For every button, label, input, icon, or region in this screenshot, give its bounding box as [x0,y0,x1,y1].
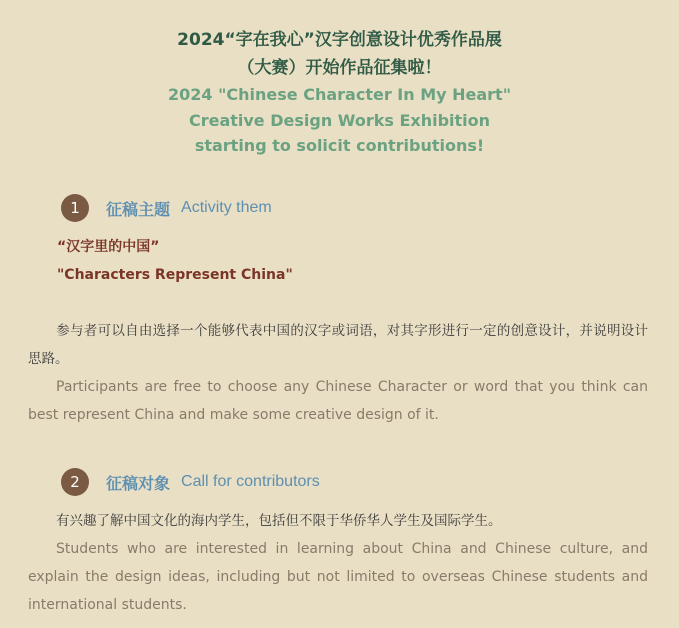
section-2-body-zh-text: 有兴趣了解中国文化的海内学生，包括但不限于华侨华人学生及国际学生。 [56,513,502,529]
section-1-body-zh-text: 参与者可以自由选择一个能够代表中国的汉字或词语，对其字形进行一定的创意设计，并说明设计思路。 [28,323,648,367]
title-en-line2: Creative Design Works Exhibition [188,110,491,130]
section-2-body-en-text: Students who are interested in learning about China and Chinese culture, and explain the design ideas, including but not limited to overseas Chinese students and international students. [28,541,648,613]
section-1-body-en [28,373,648,429]
section-1-body-en-text: Participants are free to choose any Chinese Character or word that you think can best represent China and make some creative design of it. [28,379,648,423]
section-1-theme [57,233,293,289]
section-2-heading-en: Call for contributors [181,473,320,490]
title-en-line1: 2024 "Chinese Character In My Heart" [167,85,512,104]
section-1-number-badge: 1 [61,194,89,222]
section-1-body-zh [28,317,648,373]
theme-zh: “汉字里的中国” [57,239,160,255]
title-en-line3: starting to solicit contributions! [194,136,485,155]
section-2-heading-zh: 征稿对象 [106,473,171,493]
title-zh-line1: 2024“字在我心”汉字创意设计优秀作品展 [177,30,502,50]
section-2-body-zh [28,507,648,535]
section-2-heading [61,468,320,496]
section-2-number-badge: 2 [61,468,89,496]
article-title [0,26,679,159]
title-zh-line2: （大赛）开始作品征集啦！ [237,58,442,78]
section-1-heading-en: Activity them [181,199,272,216]
section-1-heading [61,194,272,222]
section-2-body-en [28,535,648,619]
section-1-heading-zh: 征稿主题 [106,199,171,219]
theme-en: "Characters Represent China" [57,267,293,283]
